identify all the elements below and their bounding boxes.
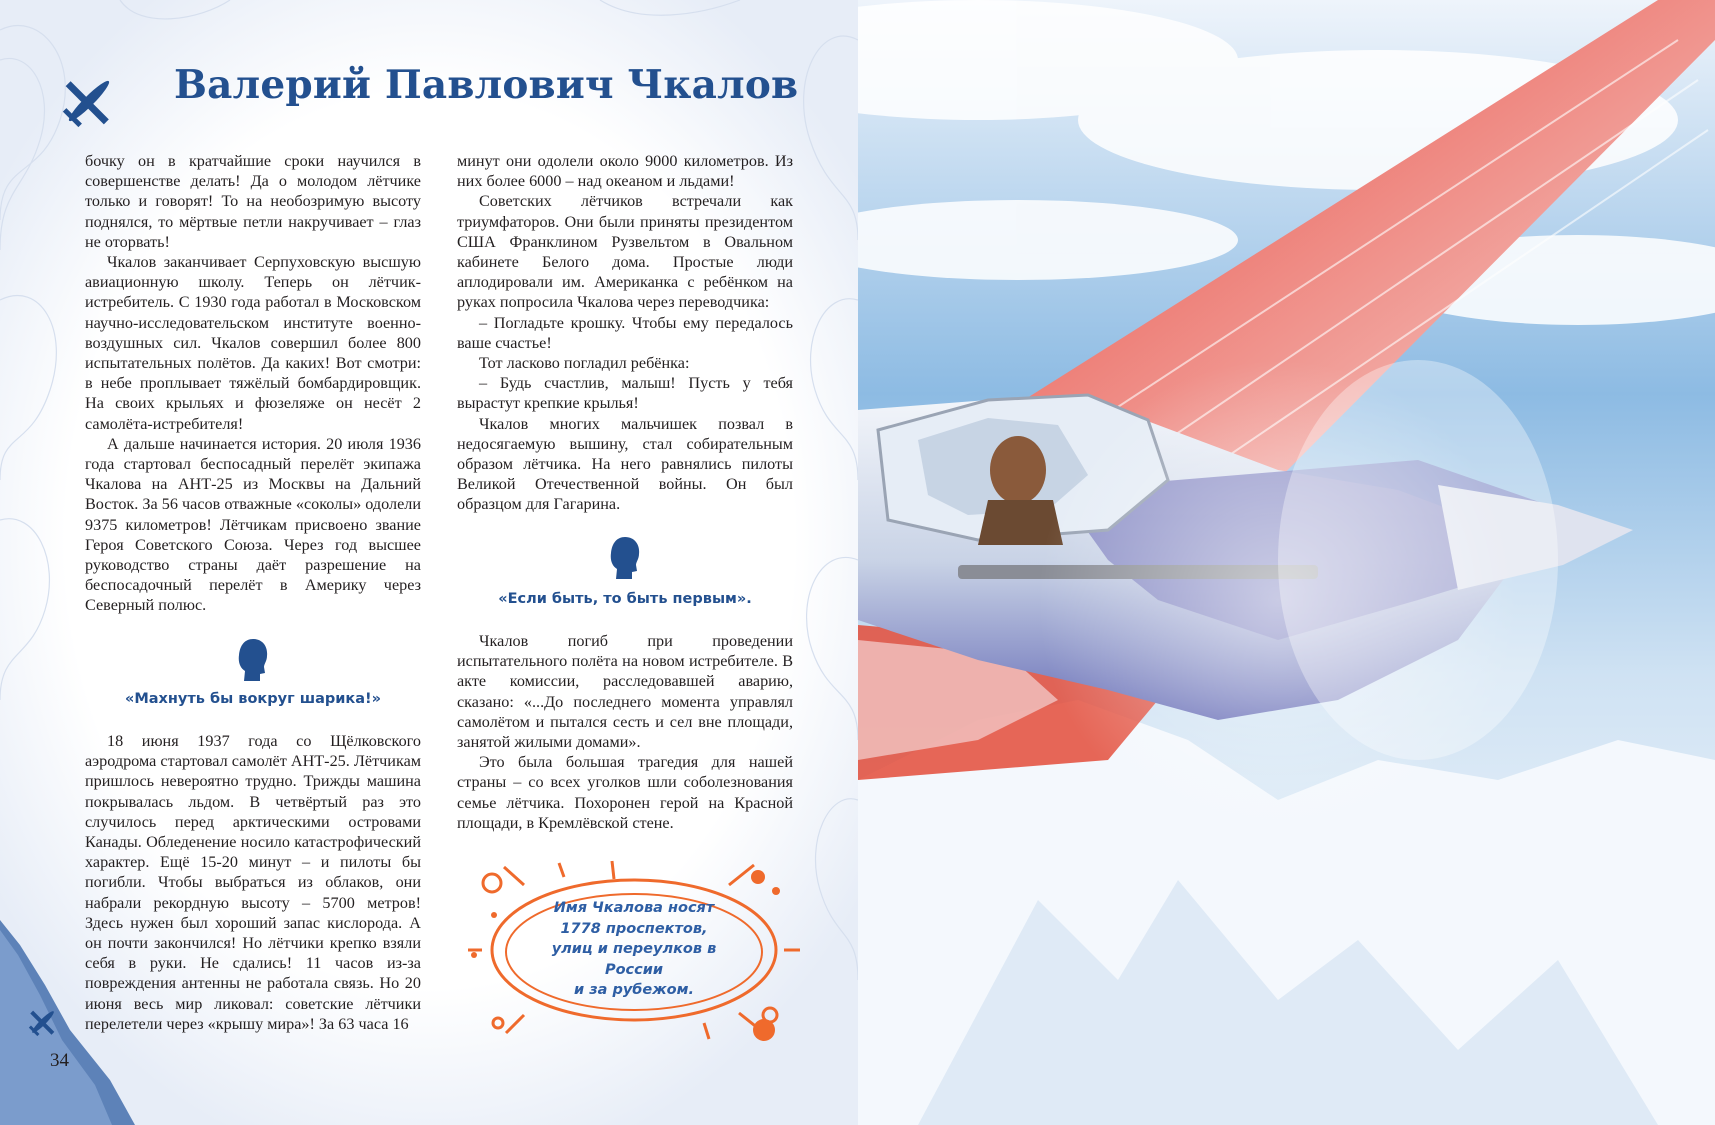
fact-line: Имя Чкалова носят: [553, 900, 715, 916]
page-number: 34: [50, 1050, 69, 1071]
fact-line: 1778 проспектов,: [560, 920, 708, 937]
paragraph: Чкалов погиб при проведении испытательного полёта на новом истребителе. В акте комиссии, расследовавшей аварию, сказано: «...До последнего момента управлял самолётом и пытался сесть и сел вне площади, занятой жилыми домами».: [457, 632, 793, 752]
illustration: [858, 0, 1715, 1125]
fact-box: [464, 855, 804, 1045]
paragraph: – Будь счастлив, малыш! Пусть у тебя вырастут крепкие крылья!: [457, 374, 793, 413]
fact-line: и за рубежом.: [573, 982, 694, 998]
paragraph: – Погладьте крошку. Чтобы ему передалось ваше счастье!: [457, 313, 793, 352]
paragraph: 18 июня 1937 года со Щёлковского аэродрома стартовал самолёт АНТ-25. Лётчикам пришлось невероятно трудно. Трижды машина покрывалась льдом. В четвёртый раз это случилось перед арктическими островами Канады. Обледенение носило катастрофический характер. Ещё 15-20 минут – и пилоты бы погибли. Чтобы выбраться из облаков, они набрали рекордную высоту – 5700 метров! Здесь нужен был хороший запас кислорода. А он почти закончился! Но лётчики крепко взяли себя в руки. Не сдались! 11 часов из-за повреждения антенны не работала связь. Но 20 июня весь мир ликовал: советские лётчики перелетели через «крышу мира»! За 63 часа 16: [85, 732, 421, 1033]
fact-text: [534, 898, 734, 1001]
head-silhouette-icon: [236, 637, 270, 683]
paragraph: Это была большая трагедия для нашей страны – со всех уголков шли соболезнования семье лётчика. Похоронен герой на Красной площади, в Кремлёвской стене.: [457, 753, 793, 832]
fact-line: улиц и переулков в России: [551, 941, 717, 978]
column-2-bottom: [457, 631, 793, 833]
column-1-top: [85, 151, 421, 616]
page-title: Валерий Павлович Чкалов: [174, 62, 799, 108]
paragraph: А дальше начинается история. 20 июля 1936 года стартовал беспосадный перелёт экипажа Чкалова на АНТ-25 из Москвы на Дальний Восток. За 56 часов отважные «соколы» одолели 9375 километров! Лётчикам присвоено звание Героя Советского Союза. Через год высшее руководство страны даёт разрешение на беспосадочный перелёт в Америку через Северный полюс.: [85, 434, 421, 615]
paragraph: бочку он в кратчайшие сроки научился в совершенстве делать! Да о молодом лётчике только и говорят! То на необозримую высоту поднялся, то мёртвые петли накручивает – глаз не оторвать!: [85, 152, 421, 251]
airplane-icon: [26, 1005, 60, 1039]
paragraph: Чкалов многих мальчишек позвал в недосягаемую вышину, стал собирательным образом лётчика. На него равнялись пилоты Великой Отечественной войны. Он был образцом для Гагарина.: [457, 414, 793, 514]
head-silhouette-icon: [608, 535, 642, 581]
column-2-top: [457, 151, 793, 515]
airplane-illustration: [858, 0, 1715, 1125]
paragraph: минут они одолели около 9000 километров. Из них более 6000 – над океаном и льдами!: [457, 152, 793, 191]
quote: «Если быть, то быть первым».: [498, 591, 752, 607]
airplane-icon: [58, 70, 120, 132]
column-1-bottom: [85, 731, 421, 1034]
quote: «Махнуть бы вокруг шарика!»: [124, 691, 382, 707]
paragraph: Советских лётчиков встречали как триумфаторов. Они были приняты президентом США Франклином Рузвельтом в Овальном кабинете Белого дома. Простые люди аплодировали им. Американка с ребёнком на руках попросила Чкалова через переводчика:: [457, 192, 793, 312]
paragraph: Чкалов заканчивает Серпуховскую высшую авиационную школу. Теперь он лётчик-истребитель. С 1930 года работал в Московском научно-исследовательском институте военно-воздушных сил. Чкалов совершил более 800 испытательных полётов. Да каких! Вот смотри: в небе проплывает тяжёлый бомбардировщик. На своих крыльях и фюзеляже он несёт 2 самолёта-истребителя!: [85, 253, 421, 433]
paragraph: Тот ласково погладил ребёнка:: [479, 354, 690, 373]
